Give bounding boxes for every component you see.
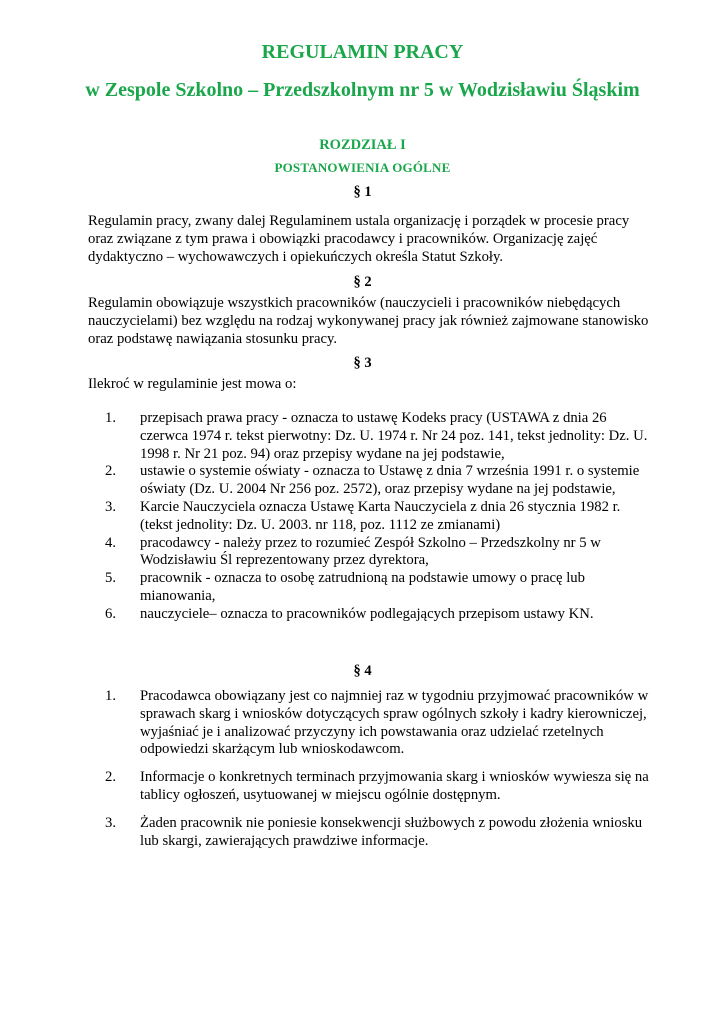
definitions-list (88, 410, 653, 624)
list-item-text: pracodawcy - należy przez to rozumieć Zespół Szkolno – Przedszkolny nr 5 w Wodzisławiu Śl reprezentowany przez dyrektora, (140, 534, 601, 569)
document-subtitle: w Zespole Szkolno – Przedszkolnym nr 5 w Wodzisławiu Śląskim (85, 79, 640, 101)
list-item (88, 499, 653, 535)
section-2-sign: § 2 (353, 274, 372, 290)
list-item-number: 3. (105, 814, 117, 831)
section-3-intro: Ilekroć w regulaminie jest mowa o: (88, 376, 297, 392)
list-item (88, 570, 653, 606)
list-item-text: pracownik - oznacza to osobę zatrudnioną na podstawie umowy o pracę lub mianowania, (140, 570, 585, 604)
list-item (88, 688, 653, 759)
list-item (88, 606, 653, 624)
list-item-number: 2. (105, 769, 117, 786)
list-item (88, 815, 653, 851)
list-item (88, 769, 653, 805)
list-item (88, 535, 653, 571)
list-item-number: 6. (105, 605, 117, 622)
chapter-heading: ROZDZIAŁ I (319, 137, 406, 153)
list-item (88, 463, 653, 499)
list-item-number: 4. (105, 534, 117, 551)
section-1-sign: § 1 (353, 184, 372, 200)
list-item-number: 1. (105, 410, 117, 426)
list-item-text: ustawie o systemie oświaty - oznacza to Ustawę z dnia 7 września 1991 r. o systemie oświaty (Dz. U. 2004 Nr 256 poz. 2572), oraz przepisy wydane na jej podstawie, (140, 463, 640, 498)
section-2-text: Regulamin obowiązuje wszystkich pracowników (nauczycieli i pracowników niebędących nauczycielami) bez względu na rodzaj wykonywanej pracy jak również zajmowane stanowisko oraz podstawę nawiązania stosunku pracy. (88, 295, 649, 347)
list-item-text: nauczyciele– oznacza to pracowników podlegających przepisom ustawy KN. (140, 605, 594, 622)
list-item (88, 410, 653, 463)
list-item-number: 1. (105, 688, 117, 704)
section-3-sign: § 3 (353, 355, 372, 371)
list-item-text: Pracodawca obowiązany jest co najmniej raz w tygodniu przyjmować pracowników w sprawach skarg i wniosków dotyczących spraw ogólnych szkoły i kadry kierowniczej, wyjaśniać je i analizować przyczyny ich powstawania oraz udzielać rzetelnych odpowiedzi skarżącym lub wnioskodawcom. (140, 688, 649, 758)
section-4-sign: § 4 (353, 663, 372, 679)
document-title: REGULAMIN PRACY (261, 41, 464, 63)
complaints-list (88, 688, 653, 860)
section-1-text: Regulamin pracy, zwany dalej Regulaminem ustala organizację i porządek w procesie pracy oraz związane z tym prawa i obowiązki pracodawcy i pracowników. Organizację zajęć dydaktyczno – wychowawczych i opiekuńczych określa Statut Szkoły. (88, 213, 630, 265)
list-item-number: 2. (105, 463, 117, 480)
list-item-text: Informacje o konkretnych terminach przyjmowania skarg i wniosków wywiesza się na tablicy ogłoszeń, usytuowanej w miejscu ogólnie dostępnym. (140, 769, 649, 803)
list-item-text: przepisach prawa pracy - oznacza to ustawę Kodeks pracy (USTAWA z dnia 26 czerwca 1974 r. tekst pierwotny: Dz. U. 1974 r. Nr 24 poz. 141, tekst jednolity: Dz. U. 1998 r. Nr 21 poz. 94) oraz przepisy wydane na jej podstawie, (140, 410, 648, 462)
list-item-number: 3. (105, 498, 117, 515)
chapter-name: POSTANOWIENIA OGÓLNE (274, 160, 451, 175)
list-item-number: 5. (105, 570, 117, 587)
list-item-text: Karcie Nauczyciela oznacza Ustawę Karta Nauczyciela z dnia 26 stycznia 1982 r. (tekst jednolity: Dz. U. 2003. nr 118, poz. 1112 ze zmianami) (140, 498, 621, 533)
list-item-text: Żaden pracownik nie poniesie konsekwencji służbowych z powodu złożenia wniosku lub skargi, zawierających prawdziwe informacje. (140, 814, 643, 849)
